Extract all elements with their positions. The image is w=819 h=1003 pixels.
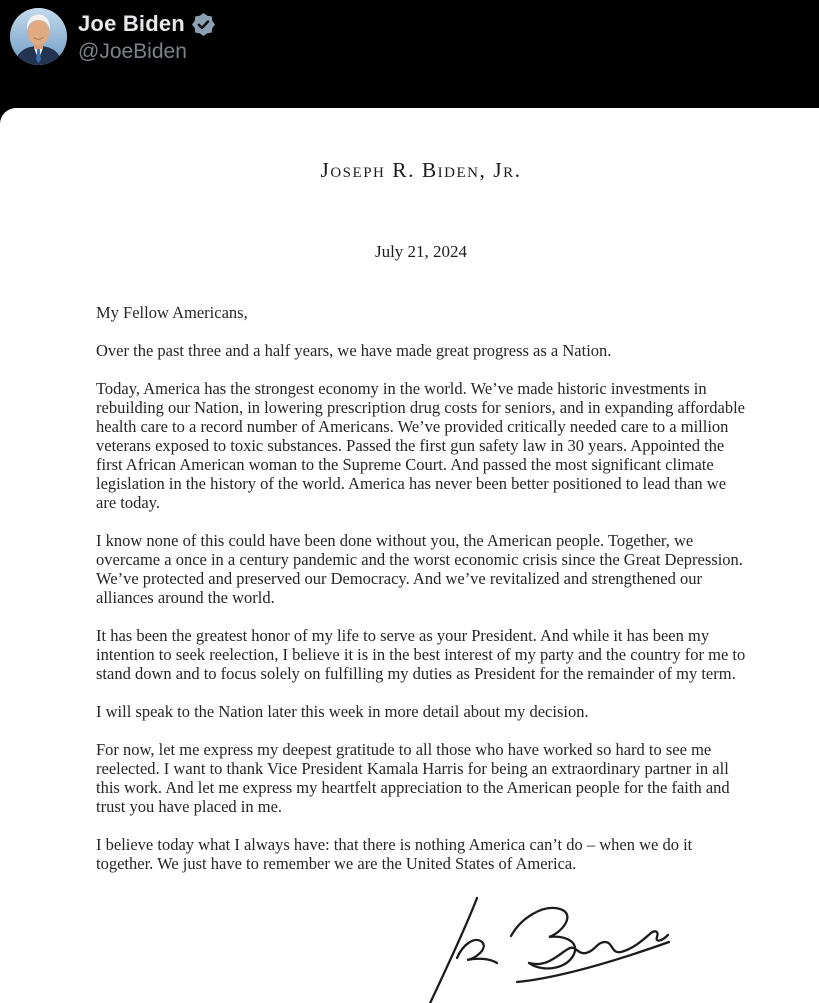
letter-paragraph: I believe today what I always have: that there is nothing America can’t do – when we do it together. We just have to remember we are the United States of America. — [96, 835, 693, 873]
verified-badge-icon — [192, 13, 215, 36]
letter-paragraph: It has been the greatest honor of my life to serve as your President. And while it has been my intention to seek reelection, I believe it is in the best interest of my party and the country for me to stand down and to focus solely on fulfilling my duties as President for the remainder of my term. — [96, 626, 746, 683]
letter-paragraph: Today, America has the strongest economy in the world. We’ve made historic investments in rebuilding our Nation, in lowering prescription drug costs for seniors, and in expanding affordable health care to a record number of Americans. We’ve provided critically needed care to a million veterans exposed to toxic substances. Passed the first gun safety law in 30 years. Appointed the first African American woman to the Supreme Court. And passed the most significant climate legislation in the history of the world. America has never been better positioned to lead than we are today. — [96, 379, 746, 512]
letterhead: Joseph R. Biden, Jr. — [320, 158, 522, 182]
letter-document — [0, 108, 819, 1003]
signature — [339, 892, 679, 1003]
letter-salutation: My Fellow Americans, — [96, 303, 248, 322]
user-identity — [78, 8, 215, 63]
letter-attachment[interactable] — [0, 108, 819, 1003]
tweet-header — [0, 0, 819, 108]
letter-paragraph: I will speak to the Nation later this week in more detail about my decision. — [96, 702, 589, 721]
user-handle[interactable]: @JoeBiden — [78, 40, 187, 64]
joe-biden-portrait-image — [10, 8, 67, 65]
avatar[interactable] — [10, 8, 67, 65]
letter-paragraph: Over the past three and a half years, we have made great progress as a Nation. — [96, 341, 612, 360]
letter-paragraph: For now, let me express my deepest gratitude to all those who have worked so hard to see me reelected. I want to thank Vice President Kamala Harris for being an extraordinary partner in all this work. And let me express my heartfelt appreciation to the American people for the faith and trust you have placed in me. — [96, 740, 730, 816]
display-name[interactable]: Joe Biden — [78, 11, 185, 36]
letter-body — [96, 303, 746, 873]
letter-paragraph: I know none of this could have been done without you, the American people. Together, we overcame a once in a century pandemic and the worst economic crisis since the Great Depression. We’ve protected and preserved our Democracy. And we’ve revitalized and strengthened our alliances around the world. — [96, 531, 743, 607]
letter-date: July 21, 2024 — [374, 242, 468, 261]
